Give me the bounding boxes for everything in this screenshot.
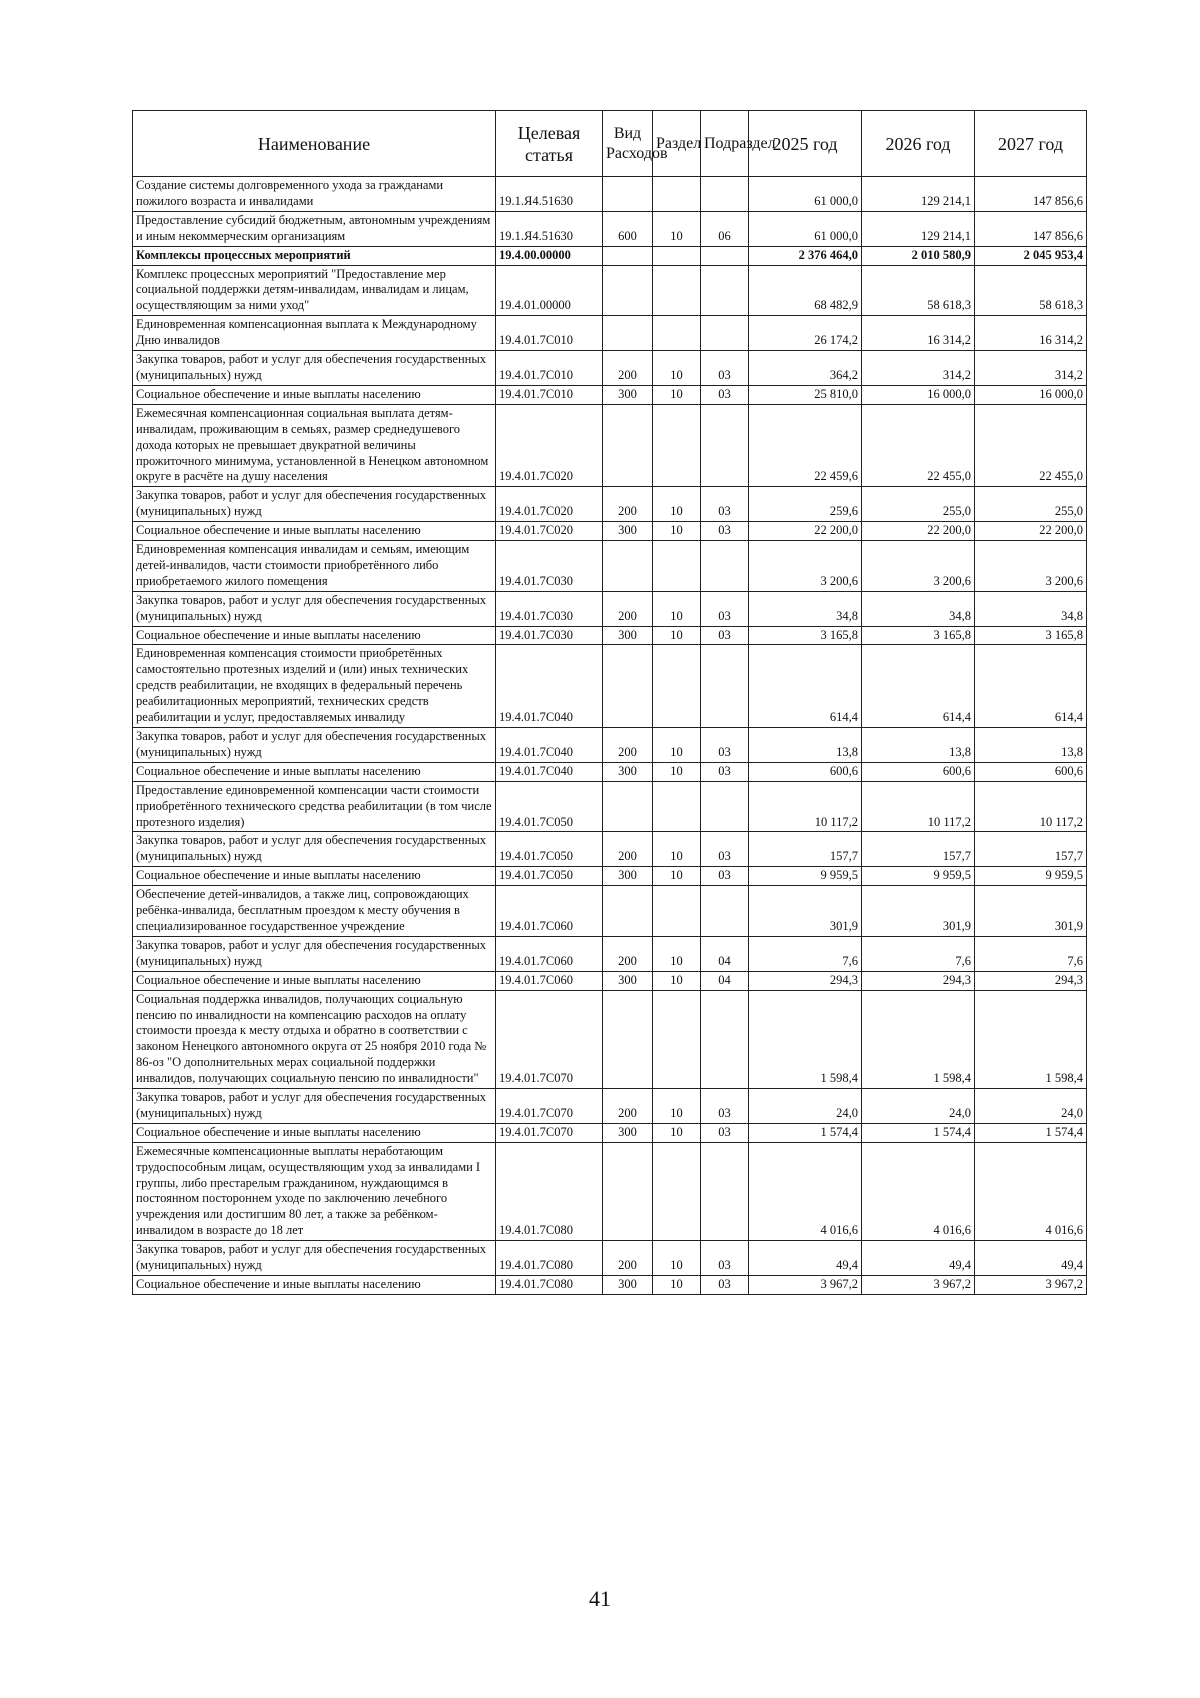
cell-code: 19.4.01.7С010: [496, 351, 603, 386]
cell-name: Социальное обеспечение и иные выплаты населению: [133, 385, 496, 404]
cell-2026: 3 967,2: [862, 1276, 975, 1295]
cell-vid: 200: [603, 591, 653, 626]
cell-name: Социальное обеспечение и иные выплаты населению: [133, 626, 496, 645]
cell-2026: 58 618,3: [862, 265, 975, 316]
cell-name: Обеспечение детей-инвалидов, а также лиц, сопровождающих ребёнка-инвалида, бесплатным проездом к месту обучения в специализированное государственное учреждение: [133, 886, 496, 937]
cell-name: Единовременная компенсация инвалидам и семьям, имеющим детей-инвалидов, части стоимости приобретённого либо приобретаемого жилого помещения: [133, 541, 496, 592]
cell-2025: 25 810,0: [749, 385, 862, 404]
cell-podrazdel: 03: [701, 351, 749, 386]
table-row: [133, 351, 1087, 386]
cell-podrazdel: [701, 316, 749, 351]
table-row: [133, 541, 1087, 592]
cell-vid: 200: [603, 487, 653, 522]
cell-2027: 10 117,2: [975, 781, 1087, 832]
cell-2026: 600,6: [862, 762, 975, 781]
table-row: [133, 645, 1087, 728]
cell-razdel: 10: [653, 1089, 701, 1124]
cell-2026: 1 598,4: [862, 990, 975, 1088]
cell-2025: 4 016,6: [749, 1142, 862, 1240]
table-row: [133, 1276, 1087, 1295]
cell-2026: 13,8: [862, 728, 975, 763]
cell-2025: 3 165,8: [749, 626, 862, 645]
cell-vid: [603, 246, 653, 265]
cell-name: Закупка товаров, работ и услуг для обеспечения государственных (муниципальных) нужд: [133, 487, 496, 522]
cell-razdel: 10: [653, 487, 701, 522]
cell-name: Предоставление субсидий бюджетным, автономным учреждениям и иным некоммерческим организациям: [133, 211, 496, 246]
table-row: [133, 177, 1087, 212]
cell-code: 19.4.01.7С010: [496, 316, 603, 351]
cell-2025: 68 482,9: [749, 265, 862, 316]
cell-vid: [603, 177, 653, 212]
table-row: [133, 265, 1087, 316]
cell-vid: 300: [603, 522, 653, 541]
cell-vid: [603, 316, 653, 351]
cell-code: 19.4.01.7С080: [496, 1241, 603, 1276]
cell-podrazdel: 06: [701, 211, 749, 246]
cell-podrazdel: 04: [701, 971, 749, 990]
cell-2026: 129 214,1: [862, 177, 975, 212]
cell-2026: 4 016,6: [862, 1142, 975, 1240]
cell-vid: 200: [603, 351, 653, 386]
cell-podrazdel: [701, 246, 749, 265]
cell-2025: 10 117,2: [749, 781, 862, 832]
table-row: [133, 246, 1087, 265]
cell-2026: 2 010 580,9: [862, 246, 975, 265]
cell-podrazdel: 03: [701, 762, 749, 781]
cell-vid: 300: [603, 762, 653, 781]
cell-2026: 16 000,0: [862, 385, 975, 404]
cell-vid: 300: [603, 971, 653, 990]
cell-razdel: 10: [653, 728, 701, 763]
cell-2027: 7,6: [975, 936, 1087, 971]
cell-2026: 1 574,4: [862, 1123, 975, 1142]
cell-code: 19.4.01.7С060: [496, 971, 603, 990]
cell-vid: 300: [603, 1276, 653, 1295]
cell-2027: 22 455,0: [975, 404, 1087, 487]
cell-2025: 49,4: [749, 1241, 862, 1276]
cell-code: 19.4.01.7С020: [496, 404, 603, 487]
cell-2025: 34,8: [749, 591, 862, 626]
cell-razdel: 10: [653, 832, 701, 867]
cell-podrazdel: [701, 404, 749, 487]
cell-razdel: [653, 1142, 701, 1240]
cell-2027: 4 016,6: [975, 1142, 1087, 1240]
cell-2025: 364,2: [749, 351, 862, 386]
cell-code: 19.4.01.7С030: [496, 626, 603, 645]
budget-table: [132, 110, 1087, 1295]
cell-2025: 301,9: [749, 886, 862, 937]
cell-2026: 34,8: [862, 591, 975, 626]
cell-razdel: 10: [653, 1241, 701, 1276]
cell-name: Социальное обеспечение и иные выплаты населению: [133, 867, 496, 886]
cell-name: Социальное обеспечение и иные выплаты населению: [133, 1123, 496, 1142]
cell-podrazdel: 03: [701, 385, 749, 404]
cell-code: 19.4.01.7С040: [496, 728, 603, 763]
cell-podrazdel: 03: [701, 728, 749, 763]
header-2027: 2027 год: [975, 111, 1087, 177]
cell-podrazdel: [701, 265, 749, 316]
table-row: [133, 867, 1087, 886]
cell-podrazdel: 03: [701, 867, 749, 886]
header-name: Наименование: [133, 111, 496, 177]
cell-2026: 157,7: [862, 832, 975, 867]
table-row: [133, 404, 1087, 487]
table-row: [133, 990, 1087, 1088]
cell-2026: 7,6: [862, 936, 975, 971]
cell-2025: 24,0: [749, 1089, 862, 1124]
cell-2026: 301,9: [862, 886, 975, 937]
cell-2027: 600,6: [975, 762, 1087, 781]
cell-vid: 200: [603, 1241, 653, 1276]
cell-podrazdel: 03: [701, 1241, 749, 1276]
cell-2026: 294,3: [862, 971, 975, 990]
cell-name: Комплексы процессных мероприятий: [133, 246, 496, 265]
cell-code: 19.4.01.7С050: [496, 781, 603, 832]
cell-name: Закупка товаров, работ и услуг для обеспечения государственных (муниципальных) нужд: [133, 832, 496, 867]
table-row: [133, 211, 1087, 246]
header-razdel: Раздел: [653, 111, 701, 177]
cell-podrazdel: [701, 886, 749, 937]
cell-name: Закупка товаров, работ и услуг для обеспечения государственных (муниципальных) нужд: [133, 351, 496, 386]
cell-podrazdel: [701, 1142, 749, 1240]
cell-2027: 1 574,4: [975, 1123, 1087, 1142]
cell-code: 19.4.01.7С030: [496, 541, 603, 592]
cell-name: Комплекс процессных мероприятий "Предоставление мер социальной поддержки детям-инвалидам, инвалидам и лицам, осуществляющим за ними уход": [133, 265, 496, 316]
cell-2025: 9 959,5: [749, 867, 862, 886]
cell-podrazdel: 04: [701, 936, 749, 971]
cell-razdel: 10: [653, 762, 701, 781]
cell-2025: 7,6: [749, 936, 862, 971]
cell-podrazdel: 03: [701, 626, 749, 645]
table-row: [133, 781, 1087, 832]
cell-name: Предоставление единовременной компенсации части стоимости приобретённого технического средства реабилитации (в том числе протезного изделия): [133, 781, 496, 832]
table-row: [133, 762, 1087, 781]
cell-2025: 2 376 464,0: [749, 246, 862, 265]
cell-code: 19.4.01.7С080: [496, 1142, 603, 1240]
cell-name: Единовременная компенсация стоимости приобретённых самостоятельно протезных изделий и (или) иных технических средств реабилитации, не входящих в федеральный перечень реабилитационных мероприятий, технических средств реабилитации и услуг, предоставляемых инвалиду: [133, 645, 496, 728]
table-row: [133, 1142, 1087, 1240]
cell-vid: 300: [603, 626, 653, 645]
table-row: [133, 971, 1087, 990]
cell-2025: 259,6: [749, 487, 862, 522]
cell-podrazdel: [701, 541, 749, 592]
cell-vid: [603, 781, 653, 832]
cell-2027: 13,8: [975, 728, 1087, 763]
table-row: [133, 591, 1087, 626]
cell-code: 19.4.01.7С070: [496, 1123, 603, 1142]
table-body: [133, 177, 1087, 1295]
cell-2027: 3 165,8: [975, 626, 1087, 645]
cell-podrazdel: 03: [701, 1089, 749, 1124]
table-row: [133, 1123, 1087, 1142]
cell-2026: 255,0: [862, 487, 975, 522]
cell-podrazdel: [701, 990, 749, 1088]
cell-razdel: 10: [653, 626, 701, 645]
cell-vid: 200: [603, 728, 653, 763]
cell-2026: 16 314,2: [862, 316, 975, 351]
table-row: [133, 626, 1087, 645]
cell-2027: 294,3: [975, 971, 1087, 990]
cell-2026: 129 214,1: [862, 211, 975, 246]
cell-vid: 300: [603, 867, 653, 886]
cell-code: 19.4.01.7С050: [496, 832, 603, 867]
cell-code: 19.4.01.7С050: [496, 867, 603, 886]
table-row: [133, 936, 1087, 971]
header-podrazdel: Подраздел: [701, 111, 749, 177]
cell-name: Создание системы долговременного ухода за гражданами пожилого возраста и инвалидами: [133, 177, 496, 212]
cell-razdel: 10: [653, 522, 701, 541]
cell-vid: 300: [603, 385, 653, 404]
table-row: [133, 1241, 1087, 1276]
cell-razdel: 10: [653, 936, 701, 971]
cell-code: 19.4.01.00000: [496, 265, 603, 316]
cell-2026: 22 200,0: [862, 522, 975, 541]
cell-name: Социальное обеспечение и иные выплаты населению: [133, 1276, 496, 1295]
cell-2027: 3 967,2: [975, 1276, 1087, 1295]
cell-2027: 157,7: [975, 832, 1087, 867]
page-number: 41: [589, 1586, 611, 1611]
cell-razdel: [653, 316, 701, 351]
cell-2025: 3 967,2: [749, 1276, 862, 1295]
header-vid: Вид Расходов: [603, 111, 653, 177]
cell-2027: 314,2: [975, 351, 1087, 386]
table-header-row: [133, 111, 1087, 177]
cell-podrazdel: 03: [701, 522, 749, 541]
header-2025: 2025 год: [749, 111, 862, 177]
cell-2025: 600,6: [749, 762, 862, 781]
cell-name: Ежемесячные компенсационные выплаты неработающим трудоспособным лицам, осуществляющим уход за инвалидами I группы, либо престарелым гражданином, нуждающимся в постоянном постороннем уходе по заключению лечебного учреждения или достигшим 80 лет, а также за ребёнком-инвалидом в возрасте до 18 лет: [133, 1142, 496, 1240]
cell-razdel: [653, 990, 701, 1088]
cell-podrazdel: 03: [701, 1276, 749, 1295]
cell-razdel: [653, 781, 701, 832]
cell-code: 19.1.Я4.51630: [496, 177, 603, 212]
cell-razdel: [653, 246, 701, 265]
cell-2025: 61 000,0: [749, 211, 862, 246]
cell-podrazdel: [701, 645, 749, 728]
cell-vid: 200: [603, 936, 653, 971]
cell-name: Ежемесячная компенсационная социальная выплата детям-инвалидам, проживающим в семьях, размер среднедушевого дохода которых не превышает двукратной величины прожиточного минимума, установленной в Ненецком автономном округе в расчёте на душу населения: [133, 404, 496, 487]
cell-2025: 13,8: [749, 728, 862, 763]
cell-name: Закупка товаров, работ и услуг для обеспечения государственных (муниципальных) нужд: [133, 591, 496, 626]
cell-razdel: 10: [653, 867, 701, 886]
cell-name: Единовременная компенсационная выплата к Международному Дню инвалидов: [133, 316, 496, 351]
cell-razdel: 10: [653, 591, 701, 626]
cell-2026: 24,0: [862, 1089, 975, 1124]
cell-2026: 49,4: [862, 1241, 975, 1276]
cell-2027: 255,0: [975, 487, 1087, 522]
cell-2025: 1 574,4: [749, 1123, 862, 1142]
cell-code: 19.4.01.7С010: [496, 385, 603, 404]
cell-name: Социальное обеспечение и иные выплаты населению: [133, 971, 496, 990]
cell-vid: 300: [603, 1123, 653, 1142]
cell-vid: [603, 1142, 653, 1240]
cell-2027: 2 045 953,4: [975, 246, 1087, 265]
cell-name: Закупка товаров, работ и услуг для обеспечения государственных (муниципальных) нужд: [133, 1241, 496, 1276]
cell-2025: 22 459,6: [749, 404, 862, 487]
cell-2026: 614,4: [862, 645, 975, 728]
cell-podrazdel: 03: [701, 487, 749, 522]
cell-razdel: [653, 541, 701, 592]
cell-razdel: 10: [653, 351, 701, 386]
cell-razdel: [653, 404, 701, 487]
cell-podrazdel: [701, 177, 749, 212]
cell-podrazdel: 03: [701, 832, 749, 867]
table-row: [133, 886, 1087, 937]
cell-vid: 600: [603, 211, 653, 246]
cell-2025: 1 598,4: [749, 990, 862, 1088]
cell-2026: 22 455,0: [862, 404, 975, 487]
cell-2025: 61 000,0: [749, 177, 862, 212]
cell-2027: 301,9: [975, 886, 1087, 937]
cell-2025: 3 200,6: [749, 541, 862, 592]
cell-2027: 34,8: [975, 591, 1087, 626]
cell-code: 19.4.01.7С070: [496, 990, 603, 1088]
cell-code: 19.4.01.7С060: [496, 886, 603, 937]
cell-2027: 58 618,3: [975, 265, 1087, 316]
cell-2026: 3 200,6: [862, 541, 975, 592]
cell-razdel: [653, 177, 701, 212]
cell-razdel: 10: [653, 385, 701, 404]
cell-2027: 16 314,2: [975, 316, 1087, 351]
cell-code: 19.4.01.7С030: [496, 591, 603, 626]
cell-razdel: 10: [653, 211, 701, 246]
cell-2027: 9 959,5: [975, 867, 1087, 886]
cell-vid: [603, 990, 653, 1088]
cell-code: 19.4.01.7С040: [496, 645, 603, 728]
cell-2027: 22 200,0: [975, 522, 1087, 541]
cell-code: 19.4.01.7С070: [496, 1089, 603, 1124]
cell-vid: 200: [603, 1089, 653, 1124]
cell-2026: 314,2: [862, 351, 975, 386]
table-row: [133, 1089, 1087, 1124]
cell-razdel: 10: [653, 1123, 701, 1142]
cell-2025: 294,3: [749, 971, 862, 990]
cell-2027: 49,4: [975, 1241, 1087, 1276]
cell-code: 19.4.01.7С040: [496, 762, 603, 781]
cell-vid: 200: [603, 832, 653, 867]
cell-vid: [603, 265, 653, 316]
cell-name: Социальная поддержка инвалидов, получающих социальную пенсию по инвалидности на компенсацию расходов на оплату стоимости проезда к месту отдыха и обратно в соответствии с законом Ненецкого автономного округа от 25 ноября 2010 года № 86-оз "О дополнительных мерах социальной поддержки инвалидов, получающих социальную пенсию по инвалидности": [133, 990, 496, 1088]
cell-2025: 26 174,2: [749, 316, 862, 351]
cell-2026: 10 117,2: [862, 781, 975, 832]
table-row: [133, 832, 1087, 867]
cell-2025: 614,4: [749, 645, 862, 728]
table-row: [133, 316, 1087, 351]
cell-2026: 3 165,8: [862, 626, 975, 645]
cell-razdel: [653, 886, 701, 937]
header-2026: 2026 год: [862, 111, 975, 177]
cell-2027: 3 200,6: [975, 541, 1087, 592]
cell-vid: [603, 541, 653, 592]
cell-razdel: 10: [653, 971, 701, 990]
cell-podrazdel: 03: [701, 1123, 749, 1142]
cell-name: Социальное обеспечение и иные выплаты населению: [133, 522, 496, 541]
cell-code: 19.4.01.7С080: [496, 1276, 603, 1295]
cell-code: 19.4.01.7С020: [496, 522, 603, 541]
cell-code: 19.4.00.00000: [496, 246, 603, 265]
cell-2027: 614,4: [975, 645, 1087, 728]
cell-razdel: [653, 265, 701, 316]
cell-2025: 157,7: [749, 832, 862, 867]
cell-name: Закупка товаров, работ и услуг для обеспечения государственных (муниципальных) нужд: [133, 936, 496, 971]
cell-code: 19.1.Я4.51630: [496, 211, 603, 246]
cell-2027: 24,0: [975, 1089, 1087, 1124]
cell-2027: 147 856,6: [975, 211, 1087, 246]
cell-podrazdel: [701, 781, 749, 832]
table-row: [133, 385, 1087, 404]
cell-code: 19.4.01.7С020: [496, 487, 603, 522]
cell-name: Закупка товаров, работ и услуг для обеспечения государственных (муниципальных) нужд: [133, 728, 496, 763]
cell-vid: [603, 645, 653, 728]
cell-2025: 22 200,0: [749, 522, 862, 541]
cell-2027: 147 856,6: [975, 177, 1087, 212]
cell-razdel: [653, 645, 701, 728]
header-code: Целевая статья: [496, 111, 603, 177]
table-row: [133, 487, 1087, 522]
cell-razdel: 10: [653, 1276, 701, 1295]
cell-2027: 16 000,0: [975, 385, 1087, 404]
table-row: [133, 728, 1087, 763]
cell-name: Социальное обеспечение и иные выплаты населению: [133, 762, 496, 781]
table-row: [133, 522, 1087, 541]
cell-name: Закупка товаров, работ и услуг для обеспечения государственных (муниципальных) нужд: [133, 1089, 496, 1124]
cell-2026: 9 959,5: [862, 867, 975, 886]
cell-code: 19.4.01.7С060: [496, 936, 603, 971]
cell-vid: [603, 886, 653, 937]
cell-podrazdel: 03: [701, 591, 749, 626]
cell-vid: [603, 404, 653, 487]
cell-2027: 1 598,4: [975, 990, 1087, 1088]
